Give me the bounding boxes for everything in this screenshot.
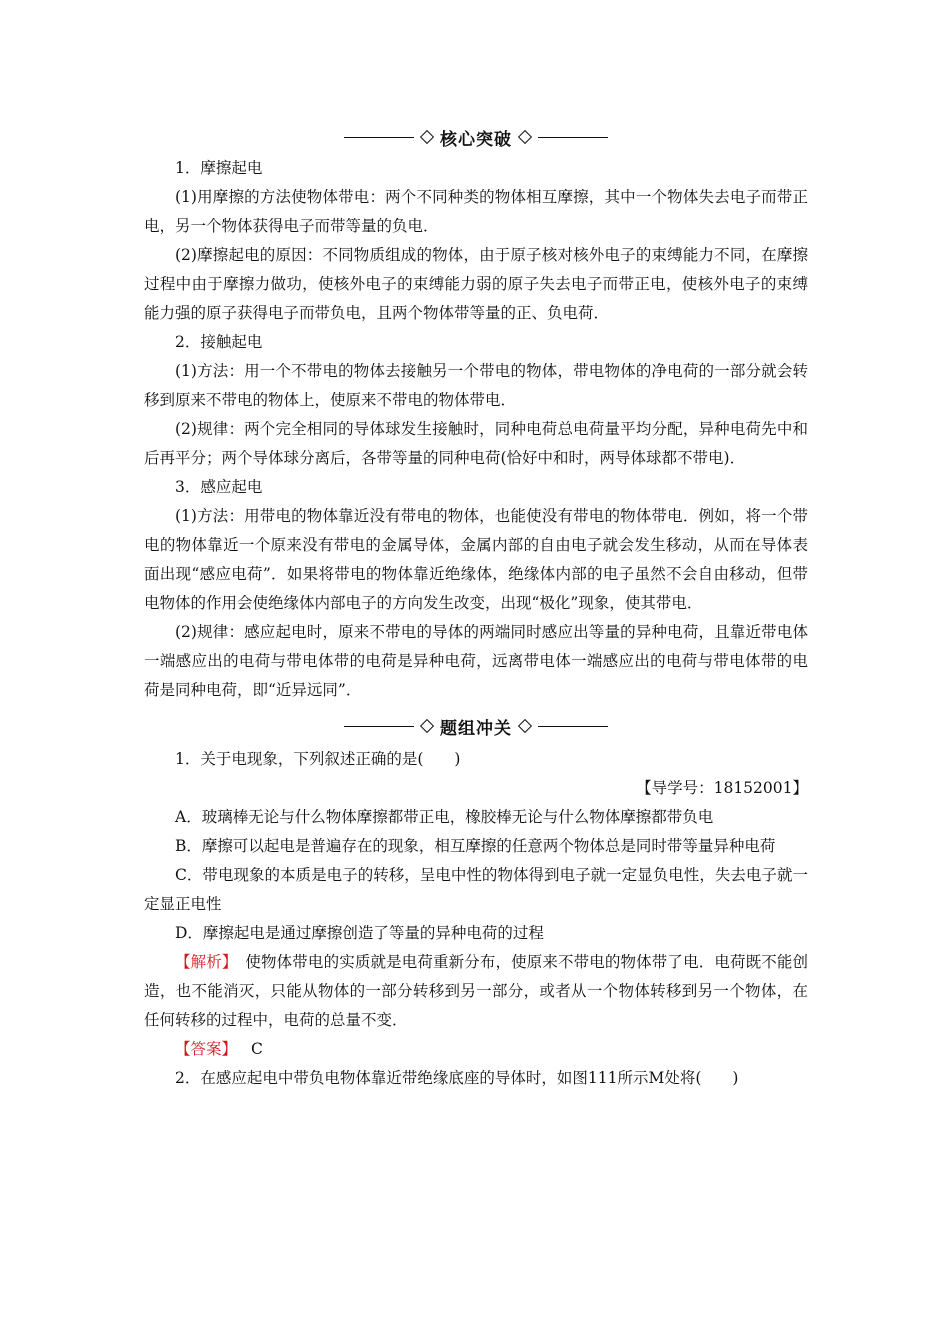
guide-number: 【导学号：18152001】 bbox=[636, 779, 808, 797]
analysis-text: 使物体带电的实质就是电荷重新分布，使原来不带电的物体带了电．电荷既不能创造，也不能消灭，只能从物体的一部分转移到另一部分，或者从一个物体转移到另一个物体，在任何转移的过程中，电荷的总量不变． bbox=[144, 953, 808, 1029]
header-rule-left bbox=[344, 726, 414, 727]
analysis-tag: 【解析】 bbox=[175, 953, 230, 971]
heading-friction: 1．摩擦起电 bbox=[175, 159, 263, 177]
option-b: B．摩擦可以起电是普遍存在的现象，相互摩擦的任意两个物体总是同时带等量异种电荷 bbox=[175, 837, 776, 855]
diamond-icon bbox=[518, 130, 532, 144]
paragraph: (1)方法：用带电的物体靠近没有带电的物体，也能使没有带电的物体带电．例如，将一个带电的物体靠近一个原来没有带电的金属导体，金属内部的自由电子就会发生移动，从而在导体表面出现“感应电荷”．如果将带电的物体靠近绝缘体，绝缘体内部的电子虽然不会自由移动，但带电物体的作用会使绝缘体内部电子的方向发生改变，出现“极化”现象，使其带电． bbox=[144, 507, 808, 612]
diamond-icon bbox=[518, 719, 532, 733]
question-stem: 2．在感应起电中带负电物体靠近带绝缘底座的导体时，如图111所示M处将( ) bbox=[175, 1069, 739, 1087]
option-c: C．带电现象的本质是电子的转移，呈电中性的物体得到电子就一定显负电性，失去电子就一定显正电性 bbox=[144, 866, 808, 913]
header-rule-right bbox=[538, 726, 608, 727]
section-title: 核心突破 bbox=[440, 129, 512, 150]
diamond-icon bbox=[420, 130, 434, 144]
paragraph: (2)摩擦起电的原因：不同物质组成的物体，由于原子核对核外电子的束缚能力不同，在摩擦过程中由于摩擦力做功，使核外电子的束缚能力弱的原子失去电子而带正电，使核外电子的束缚能力强的原子获得电子而带负电，且两个物体带等量的正、负电荷． bbox=[144, 246, 808, 322]
analysis bbox=[144, 948, 808, 1035]
section-header-practice bbox=[144, 709, 808, 743]
option-d: D．摩擦起电是通过摩擦创造了等量的异种电荷的过程 bbox=[175, 924, 544, 942]
option-a: A．玻璃棒无论与什么物体摩擦都带正电，橡胶棒无论与什么物体摩擦都带负电 bbox=[175, 808, 714, 826]
document-page bbox=[144, 120, 808, 1093]
paragraph: (1)用摩擦的方法使物体带电：两个不同种类的物体相互摩擦，其中一个物体失去电子而带正电，另一个物体获得电子而带等量的负电． bbox=[144, 188, 808, 235]
header-rule-right bbox=[538, 137, 608, 138]
diamond-icon bbox=[420, 719, 434, 733]
heading-contact: 2．接触起电 bbox=[175, 333, 263, 351]
answer-tag: 【答案】 bbox=[175, 1040, 238, 1058]
paragraph: (2)规律：两个完全相同的导体球发生接触时，同种电荷总电荷量平均分配，异种电荷先中和后再平分；两个导体球分离后，各带等量的同种电荷(恰好中和时，两导体球都不带电)． bbox=[144, 420, 808, 467]
section-header-core bbox=[144, 120, 808, 154]
heading-induction: 3．感应起电 bbox=[175, 478, 263, 496]
header-rule-left bbox=[344, 137, 414, 138]
question-stem: 1．关于电现象，下列叙述正确的是( ) bbox=[175, 750, 461, 768]
section-title: 题组冲关 bbox=[440, 718, 512, 739]
answer bbox=[144, 1035, 808, 1064]
paragraph: (2)规律：感应起电时，原来不带电的导体的两端同时感应出等量的异种电荷，且靠近带电体一端感应出的电荷与带电体带的电荷是异种电荷，远离带电体一端感应出的电荷与带电体带的电荷是同种电荷，即“近异远同”． bbox=[144, 623, 808, 699]
answer-value: C bbox=[251, 1040, 263, 1058]
paragraph: (1)方法：用一个不带电的物体去接触另一个带电的物体，带电物体的净电荷的一部分就会转移到原来不带电的物体上，使原来不带电的物体带电． bbox=[144, 362, 808, 409]
